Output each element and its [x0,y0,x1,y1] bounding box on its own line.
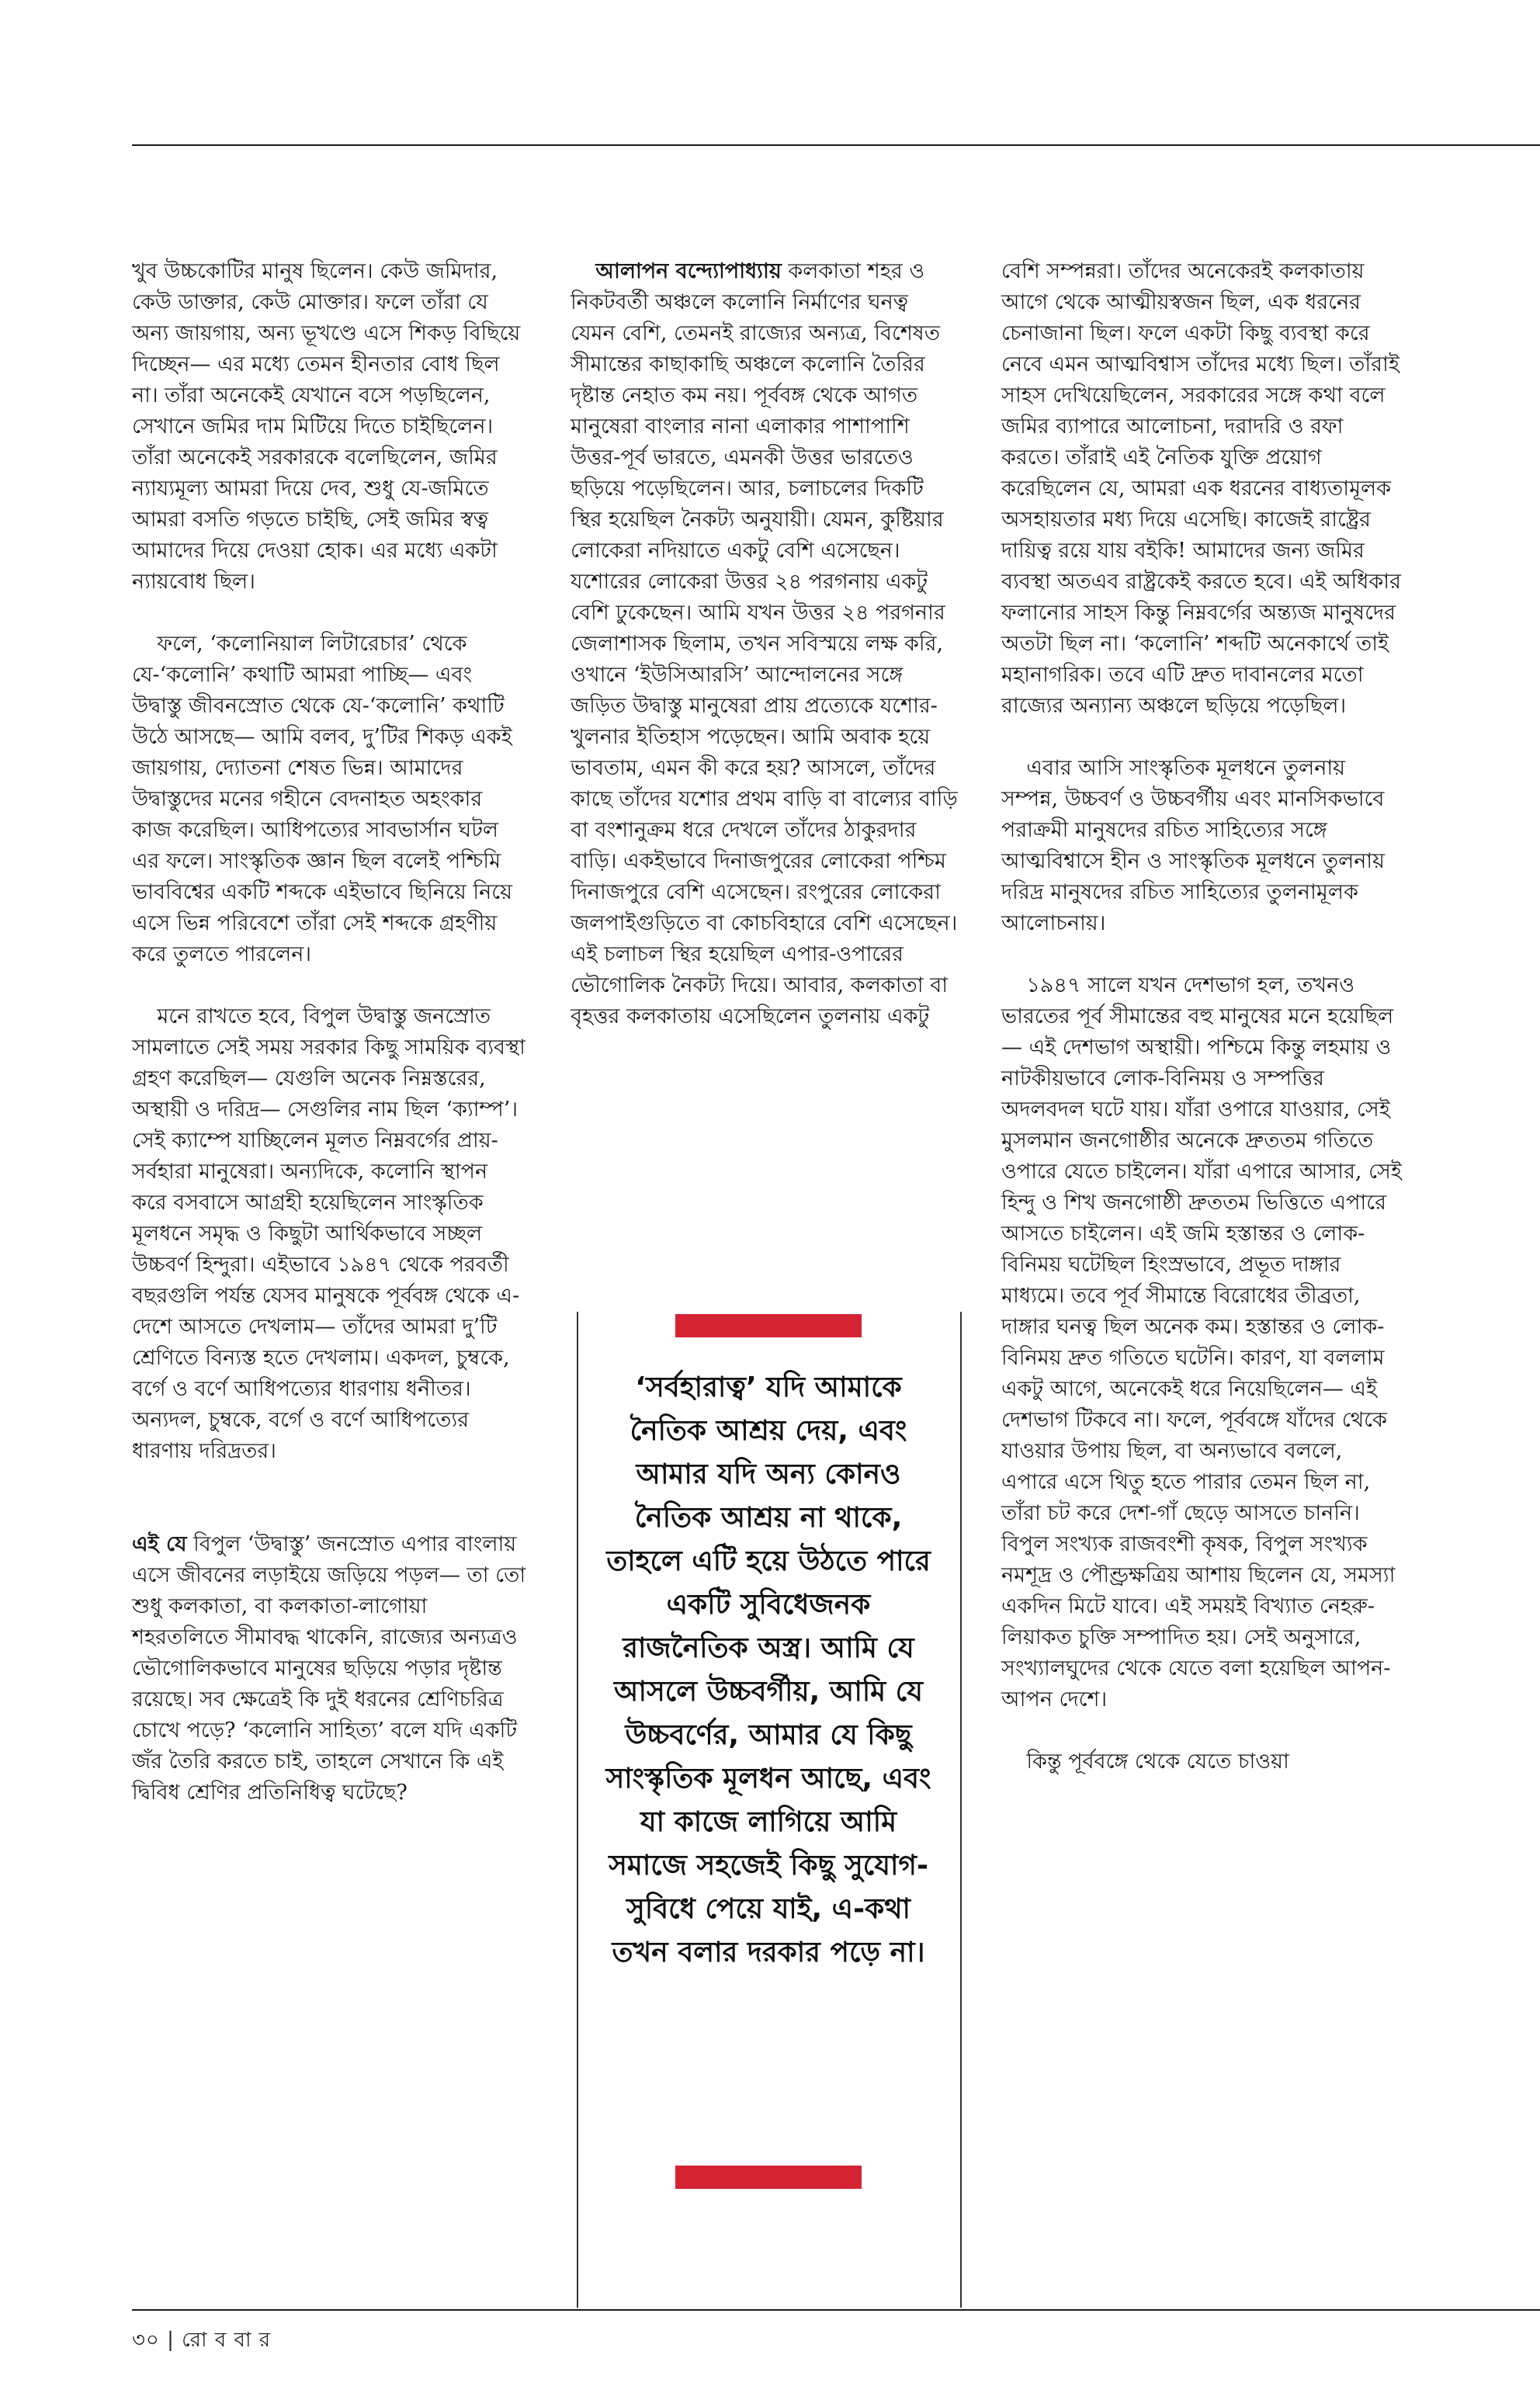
paragraph: কিন্তু পূর্ববঙ্গে থেকে যেতে চাওয়া [1026,1750,1289,1774]
paragraph: মনে রাখতে হবে, বিপুল উদ্বাস্তু জনস্রোত সামলাতে সেই সময় সরকার কিছু সাময়িক ব্যবস্থা গ্রহণ করেছিল— যেগুলি অনেক নিম্নস্তরের, অস্থায়ী ও দরিদ্র— সেগুলির নাম ছিল ‘ক্যাম্প’। সেই ক্যাম্পে যাচ্ছিলেন মূলত নিম্নবর্গের প্রায়-সর্বহারা মানুষেরা। অন্যদিকে, কলোনি স্থাপন করে বসবাসে আগ্রহী হয়েছিলেন সাংস্কৃতিক মূলধনে সমৃদ্ধ ও কিছুটা আর্থিকভাবে সচ্ছল উচ্চবর্ণ হিন্দুরা। এইভাবে ১৯৪৭ থেকে পরবর্তী বছরগুলি পর্যন্ত যেসব মানুষকে পূর্ববঙ্গ থেকে এ-দেশে আসতে দেখলাম— তাঁদের আমরা দু’টি শ্রেণিতে বিন্যস্ত হতে দেখলাম। একদল, চুম্বকে, বর্গে ও বর্ণে আধিপত্যের ধারণায় ধনীতর। অন্যদল, চুম্বকে, বর্গে ও বর্ণে আধিপত্যের ধারণায় দরিদ্রতর। [132,1004,525,1463]
lead-in: এই যে [132,1532,187,1556]
paragraph: ১৯৪৭ সালে যখন দেশভাগ হল, তখনও ভারতের পূর্ব সীমান্তের বহু মানুষের মনে হয়েছিল— এই দেশভাগ অস্থায়ী। পশ্চিমে কিন্তু লহমায় ও নাটকীয়ভাবে লোক-বিনিময় ও সম্পত্তির অদলবদল ঘটে যায়। যাঁরা ওপারে যাওয়ার, সেই মুসলমান জনগোষ্ঠীর অনেকে দ্রুততম গতিতে ওপারে যেতে চাইলেন। যাঁরা এপারে আসার, সেই হিন্দু ও শিখ জনগোষ্ঠী দ্রুততম ভিত্তিতে এপারে আসতে চাইলেন। এই জমি হস্তান্তর ও লোক-বিনিময় ঘটেছিল হিংস্রভাবে, প্রভূত দাঙ্গার মাধ্যমে। তবে পূর্ব সীমান্তে বিরোধের তীব্রতা, দাঙ্গার ঘনত্ব ছিল অনেক কম। হস্তান্তর ও লোক-বিনিময় দ্রুত গতিতে ঘটেনি। কারণ, যা বললাম একটু আগে, অনেকেই ধরে নিয়েছিলেন— এই দেশভাগ টিকবে না। ফলে, পূর্ববঙ্গে যাঁদের থেকে যাওয়ার উপায় ছিল, বা অন্যভাবে বললে, এপারে এসে থিতু হতে পারার তেমন ছিল না, তাঁরা চট করে দেশ-গাঁ ছেড়ে আসতে চাননি। বিপুল সংখ্যক রাজবংশী কৃষক, বিপুল সংখ্যক নমশূদ্র ও পৌণ্ড্রক্ষত্রিয় আশায় ছিলেন যে, সমস্যা একদিন মিটে যাবে। এই সময়ই বিখ্যাত নেহরু-লিয়াকত চুক্তি সম্পাদিত হয়। সেই অনুসারে, সংখ্যালঘুদের থেকে যেতে বলা হয়েছিল আপন-আপন দেশে। [1001,973,1402,1712]
pullquote-bottom-bar [675,2166,862,2189]
paragraph: খুব উচ্চকোটির মানুষ ছিলেন। কেউ জমিদার, কেউ ডাক্তার, কেউ মোক্তার। ফলে তাঁরা যে অন্য জায়গায়, অন্য ভূখণ্ডে এসে শিকড় বিছিয়ে দিচ্ছেন— এর মধ্যে তেমন হীনতার বোধ ছিল না। তাঁরা অনেকেই যেখানে বসে পড়ছিলেন, সেখানে জমির দাম মিটিয়ে দিতে চাইছিলেন। তাঁরা অনেকেই সরকারকে বলেছিলেন, জমির ন্যায্যমূল্য আমরা দিয়ে দেব, শুধু যে-জমিতে আমরা বসতি গড়তে চাইছি, সেই জমির স্বত্ব আমাদের দিয়ে দেওয়া হোক। এর মধ্যে একটা ন্যায়বোধ ছিল। [132,259,521,594]
paragraph-text: বিপুল ‘উদ্বাস্তু’ জনস্রোত এপার বাংলায় এসে জীবনের লড়াইয়ে জড়িয়ে পড়ল— তা তো শুধু কলকাতা, বা কলকাতা-লাগোয়া শহরতলিতে সীমাবদ্ধ থাকেনি, রাজ্যের অন্যত্রও ভৌগোলিকভাবে মানুষের ছড়িয়ে পড়ার দৃষ্টান্ত রয়েছে। সব ক্ষেত্রেই কি দুই ধরনের শ্রেণিচরিত্র চোখে পড়ে? ‘কলোনি সাহিত্য’ বলে যদি একটি জঁর তৈরি করতে চাই, তাহলে সেখানে কি এই দ্বিবিধ শ্রেণির প্রতিনিধিত্ব ঘটেছে? [132,1532,526,1805]
pullquote-right-rule [960,1312,962,2308]
paragraph [571,256,959,1032]
speaker-name: আলাপন বন্দ্যোপাধ্যায় [595,259,782,283]
column-2 [571,225,959,1063]
bottom-rule [132,2309,1540,2311]
column-3 [1001,225,1405,1809]
pullquote-left-rule [577,1312,578,2308]
paragraph: এবার আসি সাংস্কৃতিক মূলধনে তুলনায় সম্পন্ন, উচ্চবর্ণ ও উচ্চবর্গীয় এবং মানসিকভাবে পরাক্রমী মানুষদের রচিত সাহিত্যের সঙ্গে আত্মবিশ্বাসে হীন ও সাংস্কৃতিক মূলধনে তুলনায় দরিদ্র মানুষদের রচিত সাহিত্যের তুলনামূলক আলোচনায়। [1001,756,1386,935]
pullquote: ‘সর্বহারাত্ব’ যদি আমাকে নৈতিক আশ্রয় দেয়, এবং আমার যদি অন্য কোনও নৈতিক আশ্রয় না থাকে, তাহলে এটি হয়ে উঠতে পারে একটি সুবিধেজনক রাজনৈতিক অস্ত্র। আমি যে আসলে উচ্চবর্গীয়, আমি যে উচ্চবর্ণের, আমার যে কিছু সাংস্কৃতিক মূলধন আছে, এবং যা কাজে লাগিয়ে আমি সমাজে সহজেই কিছু সুযোগ-সুবিধে পেয়ে যাই, এ-কথা তখন বলার দরকার পড়ে না। [605,1372,931,1968]
paragraph: বেশি সম্পন্নরা। তাঁদের অনেকেরই কলকাতায় আগে থেকে আত্মীয়স্বজন ছিল, এক ধরনের চেনাজানা ছিল। ফলে একটা কিছু ব্যবস্থা করে নেবে এমন আত্মবিশ্বাস তাঁদের মধ্যে ছিল। তাঁরাই সাহস দেখিয়েছিলেন, সরকারের সঙ্গে কথা বলে জমির ব্যাপারে আলোচনা, দরাদরি ও রফা করতে। তাঁরাই এই নৈতিক যুক্তি প্রয়োগ করেছিলেন যে, আমরা এক ধরনের বাধ্যতামূলক অসহায়তার মধ্য দিয়ে এসেছি। কাজেই রাষ্ট্রের দায়িত্ব রয়ে যায় বইকি! আমাদের জন্য জমির ব্যবস্থা অতএব রাষ্ট্রকেই করতে হবে। এই অধিকার ফলানোর সাহস কিন্তু নিম্নবর্গের অন্ত্যজ মানুষদের অতটা ছিল না। ‘কলোনি’ শব্দটি অনেকার্থে তাই মহানাগরিক। তবে এটি দ্রুত দাবানলের মতো রাজ্যের অন্যান্য অঞ্চলে ছড়িয়ে পড়েছিল। [1001,259,1401,718]
page-folio: ৩০ | রো ব বা র [132,2329,272,2352]
top-rule [132,144,1540,146]
pullquote-top-bar [675,1314,862,1337]
paragraph: ফলে, ‘কলোনিয়াল লিটারেচার’ থেকে যে-‘কলোনি’ কথাটি আমরা পাচ্ছি— এবং উদ্বাস্তু জীবনস্রোত থেকে যে-‘কলোনি’ কথাটি উঠে আসছে— আমি বলব, দু’টির শিকড় একই জায়গায়, দ্যোতনা শেষত ভিন্ন। আমাদের উদ্বাস্তুদের মনের গহীনে বেদনাহত অহংকার কাজ করেছিল। আধিপত্যের সাবভার্সান ঘটল এর ফলে। সাংস্কৃতিক জ্ঞান ছিল বলেই পশ্চিমি ভাববিশ্বের একটি শব্দকে এইভাবে ছিনিয়ে নিয়ে এসে ভিন্ন পরিবেশে তাঁরা সেই শব্দকে গ্রহণীয় করে তুলতে পারলেন। [132,632,512,966]
paragraph [132,1529,528,1809]
column-1 [132,225,528,1840]
paragraph-text: কলকাতা শহর ও নিকটবর্তী অঞ্চলে কলোনি নির্মাণের ঘনত্ব যেমন বেশি, তেমনই রাজ্যের অন্যত্র, বিশেষত সীমান্তের কাছাকাছি অঞ্চলে কলোনি তৈরির দৃষ্টান্ত নেহাত কম নয়। পূর্ববঙ্গ থেকে আগত মানুষেরা বাংলার নানা এলাকার পাশাপাশি উত্তর-পূর্ব ভারতে, এমনকী উত্তর ভারতেও ছড়িয়ে পড়েছিলেন। আর, চলাচলের দিকটি স্থির হয়েছিল নৈকট্য অনুযায়ী। যেমন, কুষ্টিয়ার লোকেরা নদিয়াতে একটু বেশি এসেছেন। যশোরের লোকেরা উত্তর ২৪ পরগনায় একটু বেশি ঢুকেছেন। আমি যখন উত্তর ২৪ পরগনার জেলাশাসক ছিলাম, তখন সবিস্ময়ে লক্ষ করি, ওখানে ‘ইউসিআরসি’ আন্দোলনের সঙ্গে জড়িত উদ্বাস্তু মানুষেরা প্রায় প্রত্যেকে যশোর-খুলনার ইতিহাস পড়েছেন। আমি অবাক হয়ে ভাবতাম, এমন কী করে হয়? আসলে, তাঁদের কাছে তাঁদের যশোর প্রথম বাড়ি বা বাল্যের বাড়ি বা বংশানুক্রম ধরে দেখলে তাঁদের ঠাকুরদার বাড়ি। একইভাবে দিনাজপুরের লোকেরা পশ্চিম দিনাজপুরে বেশি এসেছেন। রংপুরের লোকেরা জলপাইগুড়িতে বা কোচবিহারে বেশি এসেছেন। এই চলাচল স্থির হয়েছিল এপার-ওপারের ভৌগোলিক নৈকট্য দিয়ে। আবার, কলকাতা বা বৃহত্তর কলকাতায় এসেছিলেন তুলনায় একটু [571,259,958,1028]
